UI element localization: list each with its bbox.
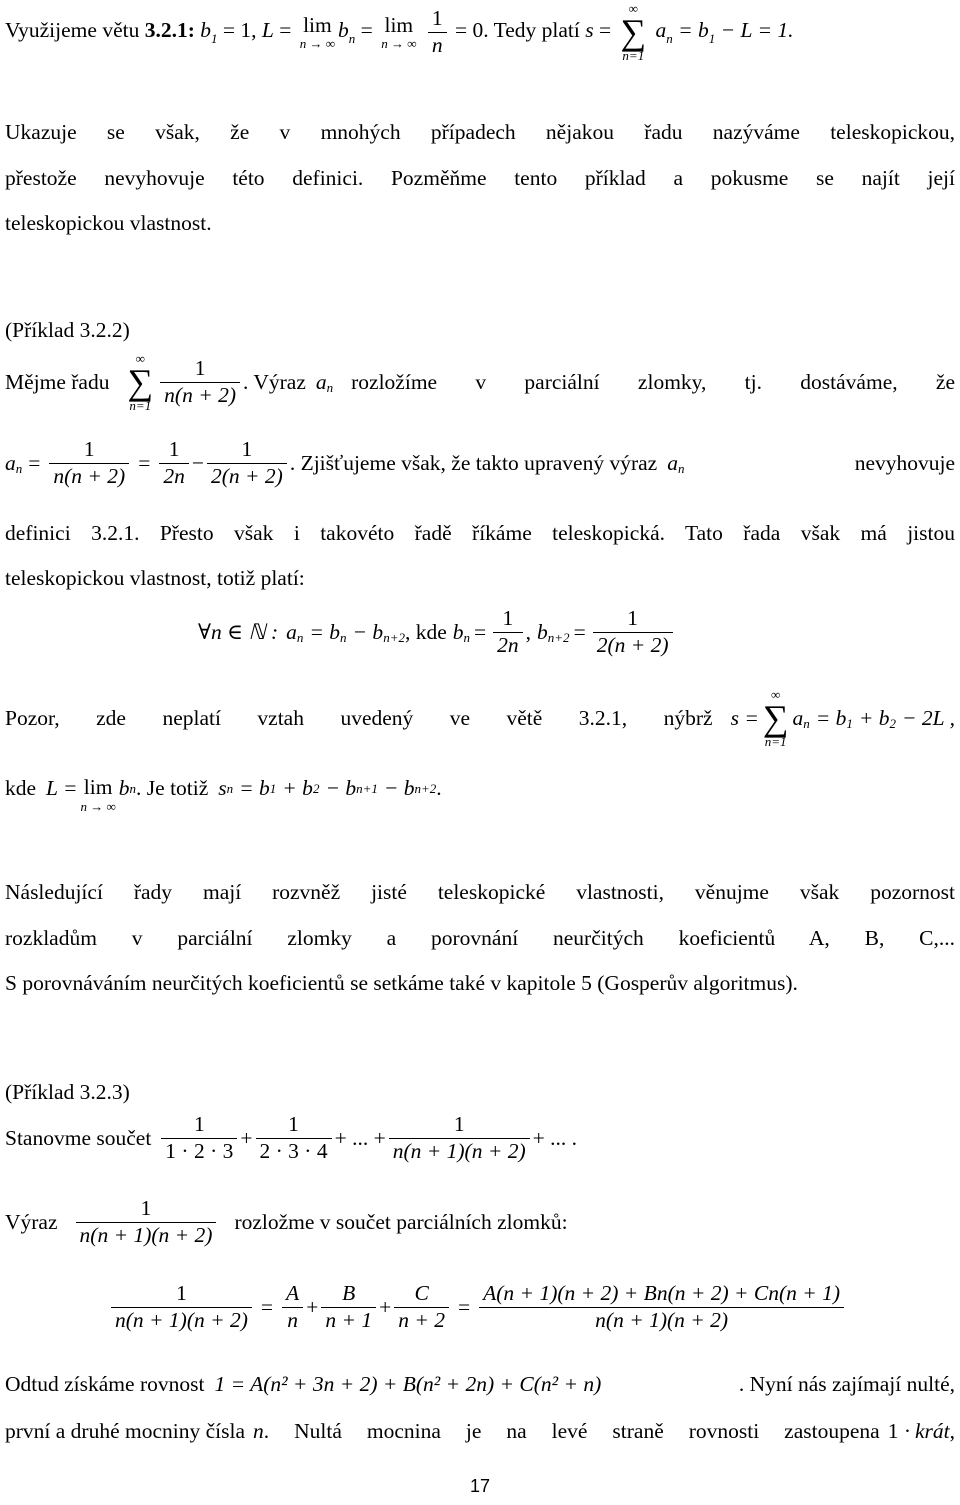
paragraph-line: S porovnáváním neurčitých koeficientů se setkáme také v kapitole 5 (Gosperův algoritmus). bbox=[5, 971, 798, 995]
paragraph-line: rozkladům v parciální zlomky a porovnání neurčitých koeficientů A, B, C,... bbox=[5, 926, 955, 950]
paragraph-line: definici 3.2.1. Přesto však i takovéto řadě říkáme teleskopická. Tato řada však má jistou bbox=[5, 521, 955, 545]
sum-operator: ∞ ∑ n=1 bbox=[762, 687, 789, 750]
sum-operator: ∞ ∑ n=1 bbox=[127, 351, 154, 414]
limit-operator: lim n → ∞ bbox=[299, 12, 336, 52]
paragraph-line: Ukazuje se však, že v mnohých případech nějakou řadu nazýváme teleskopickou, bbox=[5, 120, 955, 144]
example-heading: (Příklad 3.2.3) bbox=[5, 1080, 130, 1104]
pozor-line: Pozor, zde neplatí vztah uvedený ve větě 3.2.1, nýbrž s = ∞ ∑ n=1 a n = b 1 + b 2 − 2L , bbox=[5, 687, 955, 750]
kde-line: kde L = lim n → ∞ b n . Je totiž s n = b 1 + b 2 − b n+1 − b n+2 . bbox=[5, 775, 442, 814]
paragraph-line: přestože nevyhovuje této definici. Pozměňme tento příklad a pokusme se najít její bbox=[5, 166, 955, 190]
theorem-application-line: Využijeme větu 3.2.1: $b_1 = 1$, L = lim n → ∞ $b_n$ = lim n → ∞ $\frac{1}{n}$ = 0. Tedy platí s = ∞ ∑ n=1 $a_n = b_1 - L = 1$. bbox=[5, 1, 794, 64]
page-number: 17 bbox=[469, 1476, 491, 1496]
example-heading: (Příklad 3.2.2) bbox=[5, 318, 130, 342]
example2-row4: Odtud získáme rovnost 1 = A(n² + 3n + 2) + B(n² + 2n) + C(n² + n) . Nyní nás zajímají nulté, bbox=[5, 1372, 955, 1396]
partial-fraction-equation: $\frac{1}{n(n + 1)(n + 2)}$ = $\frac{A}{n}$ + $\frac{B}{n + 1}$ + $\frac{C}{n + 2}$ = $\frac{A(n + 1)(n + 2) + Bn(n + 2) + Cn(n + 1)}{n(n + 1)(n + 2)}$ bbox=[108, 1281, 847, 1334]
paragraph-line: teleskopickou vlastnost, totiž platí: bbox=[5, 566, 305, 590]
limit-operator-2: lim n → ∞ bbox=[381, 12, 417, 52]
example1-row2: a n = $\frac{1}{n(n + 2)}$ = $\frac{1}{2n}$ − $\frac{1}{2(n + 2)}$ . Zjišťujeme však, že takto upravený výraz a n nevyhovuje bbox=[5, 437, 955, 488]
example1-row1: Mějme řadu ∞ ∑ n=1 $\frac{1}{n(n + 2)}$ . Výraz a n rozložíme v parciální zlomky, tj. dostáváme, že bbox=[5, 351, 955, 414]
paragraph-line: Následující řady mají rozvněž jisté teleskopické vlastnosti, věnujme však pozornost bbox=[5, 880, 955, 904]
example2-row2: Výraz $\frac{1}{n(n + 1)(n + 2)}$ rozložme v součet parciálních zlomků: bbox=[5, 1196, 568, 1247]
example2-row1: Stanovme součet $\frac{1}{1 \cdot 2 \cdot 3}$ + $\frac{1}{2 \cdot 3 \cdot 4}$ + ... + $\frac{1}{n(n + 1)(n + 2)}$ + ... . bbox=[5, 1112, 578, 1163]
sum-operator: ∞ ∑ n=1 bbox=[620, 1, 647, 64]
example2-row5: první a druhé mocniny čísla n . Nultá mocnina je na levé straně rovnosti zastoupena 1 · krát , bbox=[5, 1419, 955, 1443]
telescoping-identity: ∀n ∈ ℕ : a n = b n − b n+2 , kde b n = $\frac{1}{2n}$ , b n+2 = $\frac{1}{2(n + 2)}$ bbox=[198, 606, 676, 659]
fraction-one-over-n: $\frac{1}{n}$ bbox=[428, 6, 447, 59]
paragraph-line: teleskopickou vlastnost. bbox=[5, 211, 212, 235]
